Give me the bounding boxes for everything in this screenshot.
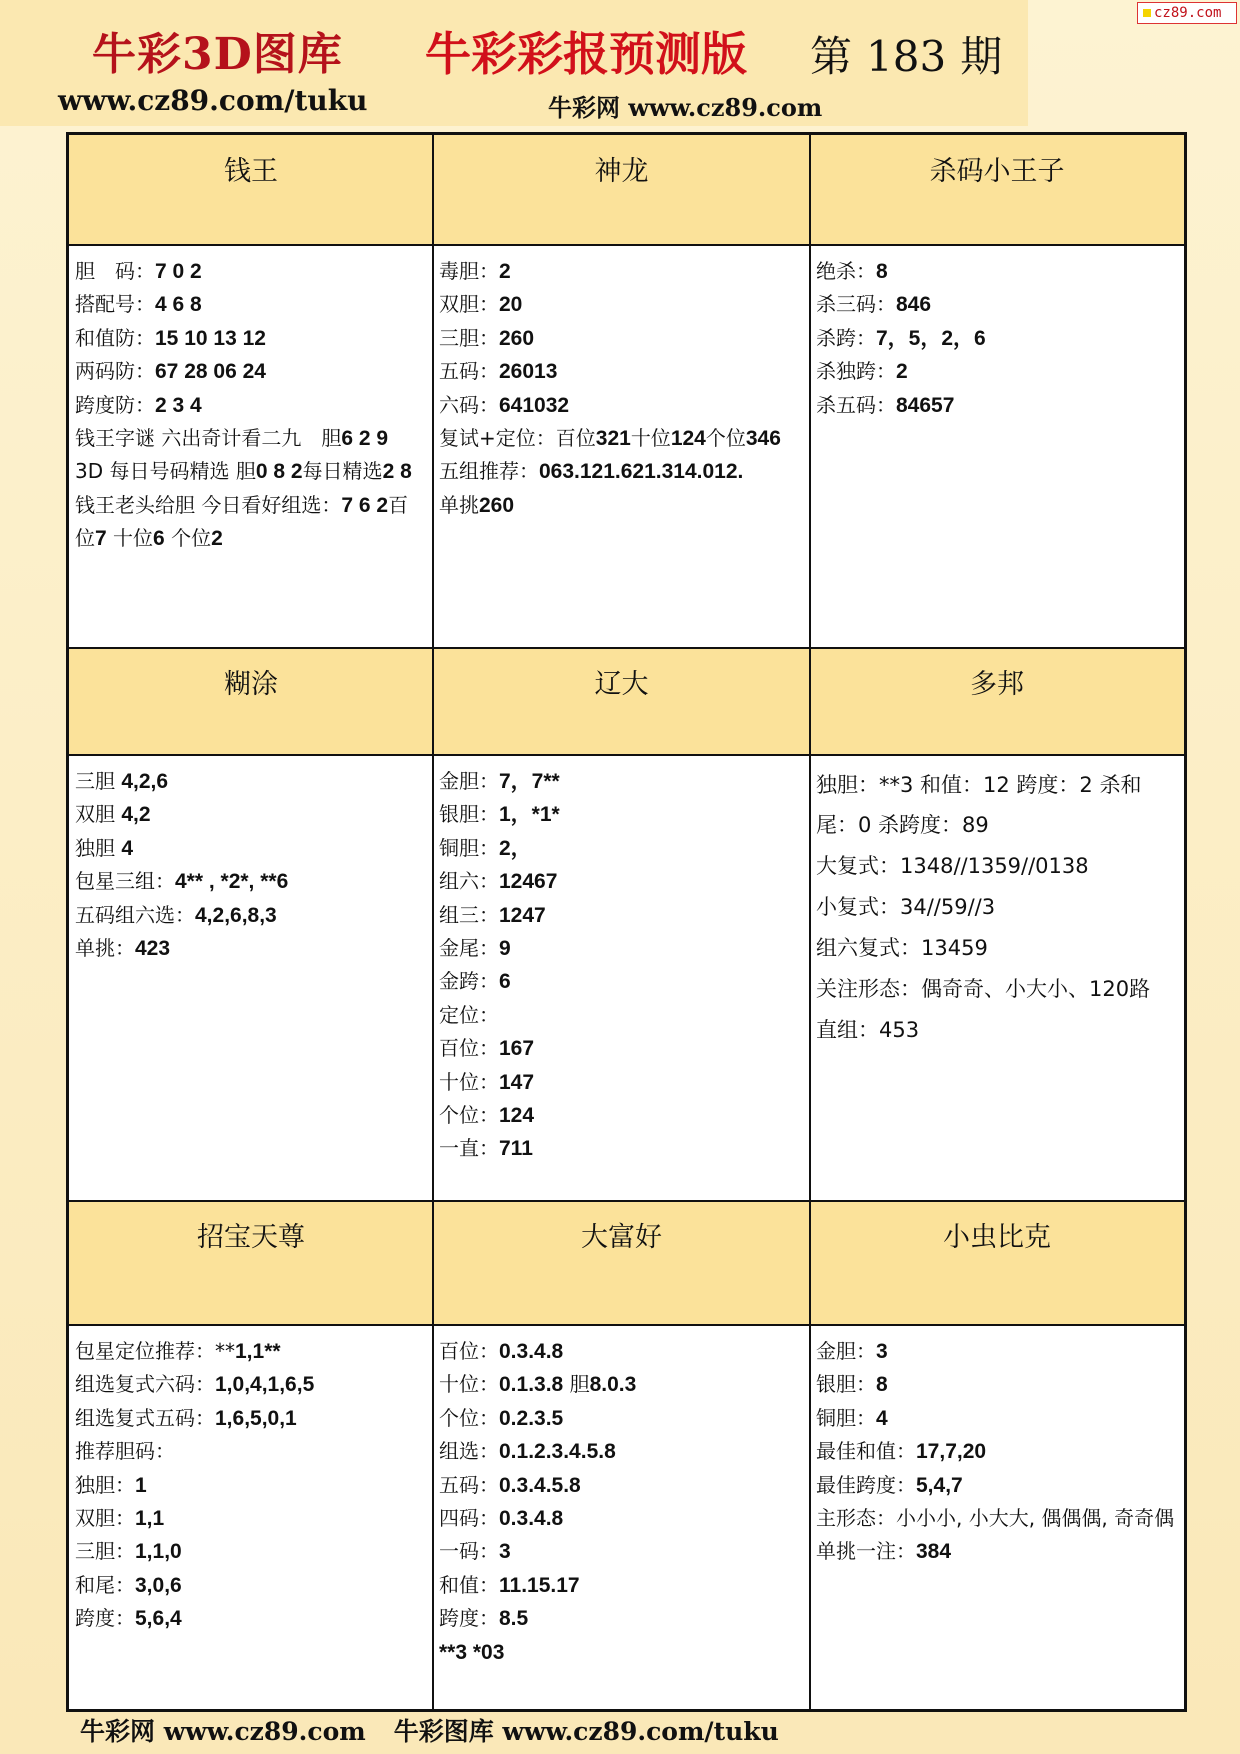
entry-value: 2 — [499, 260, 511, 283]
section-title-qianwang: 钱王 — [69, 135, 433, 245]
entry-value: 346 — [745, 427, 781, 451]
entry-label: 组六： — [439, 869, 499, 894]
entry-line — [816, 1010, 1178, 1051]
entry-line — [439, 1402, 804, 1435]
entry-line — [439, 355, 804, 388]
entry-label: 组选复式五码： — [75, 1405, 215, 1430]
entry-label: 跨度： — [439, 1606, 499, 1631]
entry-label: 直组：453 — [816, 1018, 920, 1042]
entry-line — [75, 422, 427, 455]
entry-line — [75, 1469, 427, 1502]
entry-line — [75, 455, 427, 488]
entry-value: 0.3.4.8 — [499, 1507, 564, 1531]
section-title-dafuhao: 大富好 — [433, 1201, 810, 1325]
entry-label: 个位 — [164, 526, 212, 551]
entry-line — [75, 322, 427, 355]
entry-label: 绝杀： — [816, 259, 876, 283]
section-body-xiaochong-bike — [810, 1325, 1184, 1709]
entry-line — [75, 389, 427, 422]
section-body-shenlong — [433, 245, 810, 648]
entry-label: 金跨： — [439, 969, 499, 994]
entry-label: 五码： — [439, 359, 499, 384]
entry-line — [816, 322, 1178, 355]
entry-value: 3 — [499, 1540, 511, 1564]
row-divider — [69, 647, 1184, 649]
entry-label: 四码： — [439, 1506, 499, 1531]
entry-value: 7 0 2 — [155, 260, 202, 283]
entry-line — [816, 1335, 1178, 1368]
entry-line — [816, 389, 1178, 422]
entry-line — [439, 322, 804, 355]
entry-value: 7，7** — [499, 770, 560, 793]
entry-label: 十位： — [439, 1069, 499, 1094]
entry-label: 个位： — [439, 1103, 499, 1128]
entry-line — [439, 1032, 804, 1065]
entry-label: 胆 — [563, 1372, 590, 1397]
edition-title: 牛彩彩报预测版 — [425, 27, 747, 81]
entry-line — [816, 1502, 1178, 1535]
entry-line — [439, 798, 804, 831]
entry-line — [816, 355, 1178, 388]
entry-line — [816, 1402, 1178, 1435]
entry-label: 一直： — [439, 1136, 499, 1161]
entry-label: 两码防： — [75, 359, 155, 384]
entry-line — [75, 1602, 427, 1635]
entry-label: 小复式：34//59//3 — [816, 895, 996, 919]
entry-value: 423 — [135, 937, 171, 961]
entry-label: 金胆： — [816, 1339, 876, 1363]
entry-value: 1,1** — [235, 1340, 281, 1363]
issue-number: 第 183 期 — [810, 32, 1003, 81]
entry-label: 百位： — [439, 1036, 499, 1061]
entry-line — [816, 288, 1178, 321]
site-logo: cz89.com — [1137, 2, 1237, 24]
entry-value: 2 — [211, 527, 223, 551]
row-divider — [69, 1200, 1184, 1202]
entry-label: 推荐胆码： — [75, 1439, 175, 1464]
entry-value: 8.0.3 — [589, 1373, 637, 1397]
footer-link-tuku[interactable]: 牛彩图库 www.cz89.com/tuku — [393, 1717, 779, 1746]
entry-line — [75, 1368, 427, 1401]
logo-square-icon — [1143, 9, 1151, 17]
entry-value: 1,6,5,0,1 — [215, 1406, 297, 1430]
entry-label: 胆 码： — [75, 259, 155, 283]
entry-value: 26013 — [499, 360, 558, 384]
entry-line — [439, 489, 804, 522]
entry-line — [75, 865, 427, 898]
section-body-hutu — [69, 755, 433, 1201]
entry-line — [439, 1099, 804, 1132]
header-banner — [0, 0, 1028, 126]
entry-value: 7 6 2 — [341, 493, 389, 517]
entry-label: 关注形态：偶奇奇、小大小、120路 — [816, 977, 1151, 1001]
entry-label: 主形态：小小小, 小大大, 偶偶偶, 奇奇偶 — [816, 1506, 1175, 1531]
entry-line — [439, 1502, 804, 1535]
entry-label: 五组推荐： — [439, 459, 539, 484]
entry-value: 8 — [876, 260, 888, 283]
entry-label: 组选复式六码： — [75, 1372, 215, 1397]
entry-line — [439, 865, 804, 898]
entry-line — [816, 1435, 1178, 1468]
entry-line — [816, 969, 1178, 1010]
entry-line — [816, 765, 1178, 846]
entry-value: 5,4,7 — [916, 1473, 963, 1497]
entry-line — [75, 1535, 427, 1568]
entry-line — [816, 255, 1178, 288]
entry-label: 银胆： — [816, 1372, 876, 1397]
entry-line — [75, 288, 427, 321]
entry-label: 三胆： — [439, 325, 499, 350]
entry-line — [75, 798, 427, 831]
entry-label: 十位 — [106, 526, 154, 551]
row-divider — [69, 754, 1184, 756]
footer-link-site[interactable]: 牛彩网 www.cz89.com — [80, 1717, 366, 1746]
site-link[interactable]: 牛彩网 www.cz89.com — [548, 93, 823, 122]
entry-value: 17,7,20 — [916, 1440, 987, 1464]
entry-label: 单挑 — [439, 492, 479, 517]
row-divider — [69, 244, 1184, 246]
entry-value: 20 — [499, 293, 523, 317]
entry-label: 最佳和值： — [816, 1439, 916, 1464]
entry-label: 双胆： — [439, 292, 499, 317]
tuku-link[interactable]: www.cz89.com/tuku — [58, 84, 368, 117]
entry-value: 8.5 — [499, 1607, 529, 1631]
entry-value: 5,6,4 — [135, 1607, 182, 1631]
section-body-dafuhao — [433, 1325, 810, 1709]
section-title-liaoda: 辽大 — [433, 648, 810, 755]
entry-line — [439, 422, 804, 455]
entry-value: 3,0,6 — [135, 1573, 182, 1597]
entry-line — [75, 832, 427, 865]
entry-label: 3D 每日号码精选 胆 — [75, 459, 256, 484]
entry-label: 复试+定位：百位 — [439, 426, 596, 451]
entry-line — [439, 1335, 804, 1368]
entry-label: 搭配号： — [75, 292, 155, 317]
entry-label: 包星三组： — [75, 869, 175, 894]
entry-value: 4,2,6 — [121, 770, 169, 793]
entry-value: 3 — [876, 1340, 888, 1363]
entry-line — [816, 928, 1178, 969]
entry-line — [75, 255, 427, 288]
entry-value: 7 — [95, 527, 107, 551]
section-body-liaoda — [433, 755, 810, 1201]
entry-line — [439, 1569, 804, 1602]
entry-value: 0.1.2.3.4.5.8 — [499, 1440, 616, 1464]
entry-value: 4 6 8 — [155, 293, 202, 317]
entry-label: 钱王字谜 六出奇计看二九 胆 — [75, 426, 342, 451]
entry-value: 6 — [153, 527, 165, 551]
prediction-grid — [66, 132, 1187, 1712]
entry-label: 五码： — [439, 1472, 499, 1497]
entry-value: 711 — [499, 1137, 533, 1161]
entry-label: 组选： — [439, 1439, 499, 1464]
entry-line — [75, 899, 427, 932]
entry-line — [439, 965, 804, 998]
entry-line — [75, 355, 427, 388]
entry-value: 4 — [121, 836, 134, 860]
entry-value: 8 — [876, 1373, 888, 1397]
entry-value: 1247 — [499, 903, 546, 927]
entry-value: 167 — [499, 1037, 535, 1061]
entry-value: 11.15.17 — [499, 1573, 580, 1597]
entry-line — [439, 999, 804, 1032]
entry-line — [75, 1402, 427, 1435]
entry-label: 单挑： — [75, 936, 135, 961]
section-title-shama-xiaowangzi: 杀码小王子 — [810, 135, 1184, 245]
entry-line — [439, 389, 804, 422]
section-body-shama-xiaowangzi — [810, 245, 1184, 648]
entry-line — [439, 1435, 804, 1468]
entry-label: 组六复式：13459 — [816, 936, 988, 960]
section-title-hutu: 糊涂 — [69, 648, 433, 755]
entry-value: 846 — [896, 293, 932, 317]
entry-label: 金尾： — [439, 936, 499, 961]
entry-value: 147 — [499, 1070, 535, 1094]
entry-value: 84657 — [896, 393, 955, 417]
entry-label: 百位 — [75, 492, 409, 551]
entry-value: 2 — [896, 360, 908, 384]
entry-value: 1 — [135, 1473, 147, 1497]
entry-value: 0.3.4.8 — [499, 1340, 564, 1363]
entry-value: 641032 — [499, 393, 570, 417]
entry-line — [439, 899, 804, 932]
entry-line — [439, 765, 804, 798]
entry-value: 0 8 2 — [255, 460, 303, 484]
entry-line — [439, 1066, 804, 1099]
entry-label: 大复式：1348//1359//0138 — [816, 854, 1089, 878]
entry-label: 三胆： — [75, 1539, 135, 1564]
entry-label: 一码： — [439, 1539, 499, 1564]
entry-label: 独胆：**3 和值：12 跨度：2 杀和尾：0 杀跨度：89 — [816, 773, 1142, 837]
entry-value: 124 — [499, 1104, 535, 1128]
entry-line — [439, 832, 804, 865]
entry-label: 杀五码： — [816, 392, 896, 417]
entry-label: 独胆 — [75, 835, 122, 860]
entry-value: 2 3 4 — [155, 393, 202, 417]
entry-value: 4,2,6,8,3 — [195, 903, 277, 927]
entry-value: 6 — [499, 970, 511, 994]
entry-label: 独胆： — [75, 1472, 135, 1497]
entry-label: 双胆 — [75, 802, 122, 827]
entry-line — [816, 1469, 1178, 1502]
entry-value: 321 — [595, 427, 631, 451]
entry-line — [75, 489, 427, 556]
entry-label: 六码： — [439, 392, 499, 417]
entry-label: 杀独跨： — [816, 359, 896, 384]
entry-label: 钱王老头给胆 今日看好组选： — [75, 492, 342, 517]
entry-label: 十位 — [630, 426, 671, 451]
entry-value: 063.121.621.314.012. — [539, 460, 744, 484]
section-body-zhaobao-tianzun — [69, 1325, 433, 1709]
entry-label: 金胆： — [439, 769, 499, 793]
entry-label: 最佳跨度： — [816, 1472, 916, 1497]
entry-label: 杀跨： — [816, 325, 876, 350]
entry-value: 260 — [499, 326, 535, 350]
entry-value: 2 8 — [382, 460, 412, 484]
entry-value: **3 *03 — [439, 1640, 505, 1664]
entry-label: 单挑一注： — [816, 1539, 916, 1564]
entry-label: 双胆： — [75, 1506, 135, 1531]
section-body-qianwang — [69, 245, 433, 648]
entry-value: 6 2 9 — [341, 427, 389, 451]
entry-label: 和值： — [439, 1572, 499, 1597]
entry-line — [439, 1469, 804, 1502]
entry-value: 260 — [479, 493, 515, 517]
entry-line — [75, 1569, 427, 1602]
entry-label: 五码组六选： — [75, 902, 195, 927]
entry-value: 0.1.3.8 — [499, 1373, 564, 1397]
entry-value: 0.3.4.5.8 — [499, 1473, 581, 1497]
entry-value: 1,1 — [135, 1507, 165, 1531]
entry-label: 十位： — [439, 1372, 499, 1397]
entry-line — [439, 288, 804, 321]
entry-label: 三胆 — [75, 769, 122, 793]
entry-label: 个位： — [439, 1405, 499, 1430]
entry-line — [75, 765, 427, 798]
entry-value: 0.2.3.5 — [499, 1406, 564, 1430]
section-title-zhaobao-tianzun: 招宝天尊 — [69, 1201, 433, 1325]
entry-value: 67 28 06 24 — [155, 360, 266, 384]
entry-line — [816, 1368, 1178, 1401]
section-body-duobang — [810, 755, 1184, 1201]
row-divider — [69, 1324, 1184, 1326]
entry-label: 铜胆： — [439, 835, 499, 860]
section-title-duobang: 多邦 — [810, 648, 1184, 755]
footer — [80, 1712, 807, 1748]
entry-label: 每日精选 — [302, 459, 383, 484]
column-divider — [432, 135, 434, 1709]
site-title: 牛彩3D图库 — [92, 29, 343, 80]
entry-line — [439, 1602, 804, 1635]
entry-label: 跨度防： — [75, 392, 155, 417]
section-title-xiaochong-bike: 小虫比克 — [810, 1201, 1184, 1325]
entry-value: 1,0,4,1,6,5 — [215, 1373, 315, 1397]
entry-value: 12467 — [499, 870, 558, 894]
entry-value: 4** , *2*, **6 — [175, 870, 289, 894]
entry-line — [439, 255, 804, 288]
entry-value: 4 — [876, 1406, 888, 1430]
entry-value: 384 — [916, 1540, 952, 1564]
entry-value: 124 — [670, 427, 706, 451]
entry-label: 和尾： — [75, 1572, 135, 1597]
entry-line — [439, 1132, 804, 1165]
entry-label: 百位： — [439, 1339, 499, 1363]
column-divider — [809, 135, 811, 1709]
entry-label: 跨度： — [75, 1606, 135, 1631]
entry-label: 包星定位推荐：** — [75, 1339, 235, 1363]
entry-label: 铜胆： — [816, 1405, 876, 1430]
entry-label: 和值防： — [75, 325, 155, 350]
entry-value: 4,2 — [121, 803, 151, 827]
entry-value: 15 10 13 12 — [155, 326, 266, 350]
entry-value: 1,1,0 — [135, 1540, 182, 1564]
entry-line — [439, 455, 804, 488]
entry-line — [439, 1535, 804, 1568]
entry-label: 杀三码： — [816, 292, 896, 317]
entry-line — [816, 846, 1178, 887]
entry-line — [816, 1535, 1178, 1568]
entry-line — [439, 932, 804, 965]
entry-label: 毒胆： — [439, 259, 499, 283]
entry-label: 组三： — [439, 902, 499, 927]
entry-label: 定位： — [439, 1002, 499, 1027]
entry-line — [816, 887, 1178, 928]
entry-line — [439, 1368, 804, 1401]
entry-line — [439, 1636, 804, 1669]
entry-label: 个位 — [705, 426, 746, 451]
section-title-shenlong: 神龙 — [433, 135, 810, 245]
entry-value: 9 — [499, 937, 511, 961]
entry-value: 1，*1* — [499, 803, 560, 827]
entry-line — [75, 1435, 427, 1468]
entry-label: 银胆： — [439, 802, 499, 827]
entry-value: 7，5，2，6 — [876, 326, 986, 350]
entry-line — [75, 1502, 427, 1535]
entry-line — [75, 1335, 427, 1368]
entry-value: 2， — [499, 836, 532, 860]
entry-line — [75, 932, 427, 965]
